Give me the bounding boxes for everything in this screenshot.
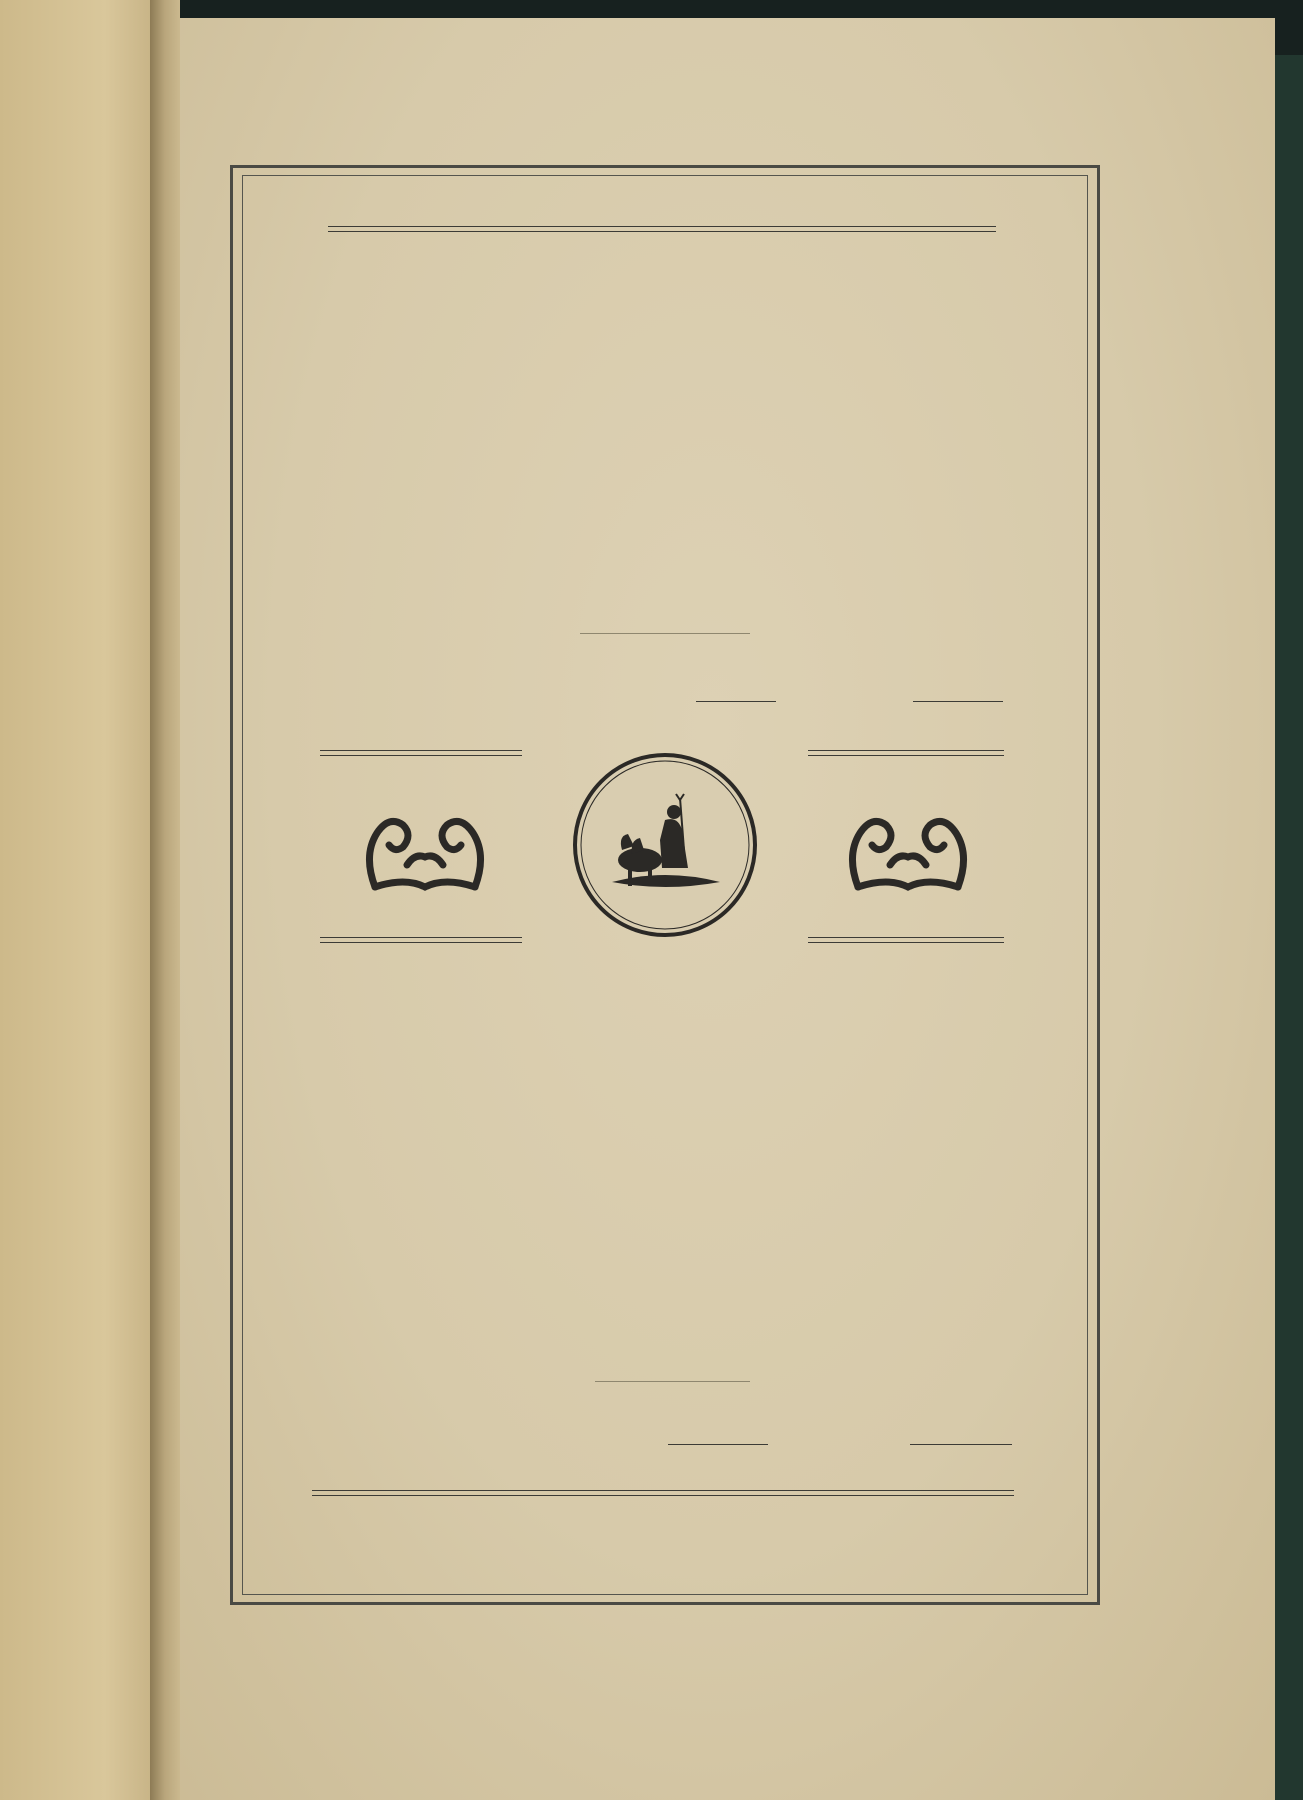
ornament-rule-bottom-right <box>808 937 1004 943</box>
book-gutter <box>150 0 180 1800</box>
scroll-ornament-right-icon <box>838 795 978 895</box>
ornament-rule-top-left <box>320 750 522 756</box>
ornament-rule-bottom-left <box>320 937 522 943</box>
address-rule-left <box>696 701 776 702</box>
address-rule-right <box>913 701 1003 702</box>
left-page <box>0 0 175 1800</box>
french-address-rule-right <box>910 1444 1012 1445</box>
ornament-rule-top-right <box>808 750 1004 756</box>
tagline-double-rule <box>328 226 996 232</box>
footer-double-rule <box>312 1490 1014 1496</box>
french-address-rule-left <box>668 1444 768 1445</box>
numismatic-seal-icon <box>570 750 760 940</box>
scroll-ornament-left-icon <box>355 795 495 895</box>
english-divider <box>580 633 750 634</box>
french-divider <box>595 1381 750 1382</box>
